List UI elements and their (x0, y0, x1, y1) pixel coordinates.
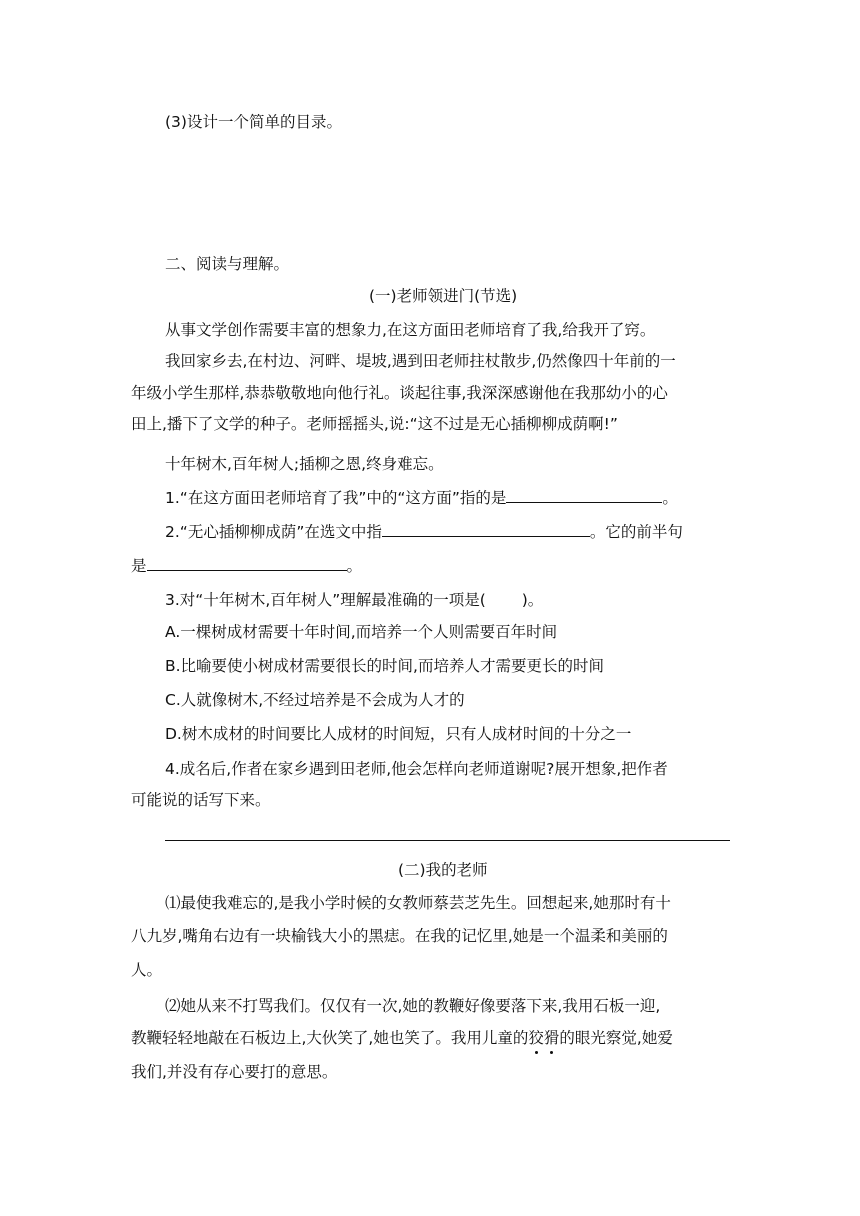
answer-line[interactable] (165, 840, 730, 841)
question-text: 。它的前半句 (589, 523, 683, 541)
question-text-end: 。 (346, 557, 363, 575)
answer-blank[interactable] (147, 556, 347, 571)
question-text: 1.“在这方面田老师培育了我”中的“这方面”指的是 (165, 489, 507, 507)
passage1-paragraph-line: 年级小学生那样,恭恭敬敬地向他行礼。谈起往事,我深深感谢他在我那幼小的心 (131, 384, 668, 402)
passage1-question-4-line: 可能说的话写下来。 (131, 791, 271, 809)
text-span: 教鞭轻轻地敲在石板边上,大伙笑了,她也笑了。我用儿童的 (131, 1029, 529, 1047)
option-b: B.比喻要使小树成材需要很长的时间,而培养人才需要更长的时间 (165, 657, 604, 675)
passage1-question-1 (165, 488, 678, 508)
text-span: 的眼光察觉,她爱 (559, 1029, 673, 1047)
question-text: 是 (131, 557, 147, 575)
option-c: C.人就像树木,不经过培养是不会成为人才的 (165, 691, 465, 709)
passage1-paragraph-line: 田上,播下了文学的种子。老师摇摇头,说:“这不过是无心插柳柳成荫啊!” (131, 415, 618, 433)
answer-blank[interactable] (382, 522, 590, 537)
passage2-paragraph-line: 八九岁,嘴角右边有一块榆钱大小的黑痣。在我的记忆里,她是一个温柔和美丽的 (131, 927, 668, 945)
section-heading-reading: 二、阅读与理解。 (165, 255, 290, 273)
passage1-title: (一)老师领进门(节选) (369, 287, 518, 305)
passage2-paragraph-line: 我们,并没有存心要打的意思。 (131, 1063, 338, 1081)
passage1-question-2-cont (131, 556, 362, 576)
passage2-paragraph: ⑴最使我难忘的,是我小学时候的女教师蔡芸芝先生。回想起来,她那时有十 (165, 894, 671, 912)
passage1-paragraph: 十年树木,百年树人;插柳之恩,终身难忘。 (165, 455, 444, 473)
passage1-question-4: 4.成名后,作者在家乡遇到田老师,他会怎样向老师道谢呢?展开想象,把作者 (165, 760, 668, 778)
option-d: D.树木成材的时间要比人成材的时间短，只有人成材时间的十分之一 (165, 725, 632, 743)
passage2-title: (二)我的老师 (398, 861, 488, 879)
passage2-paragraph: ⑵她从来不打骂我们。仅仅有一次,她的教鞭好像要落下来,我用石板一迎, (165, 997, 661, 1015)
passage2-paragraph-line: 人。 (131, 961, 163, 979)
answer-blank[interactable] (506, 488, 662, 503)
passage1-question-3: 3.对“十年树木,百年树人”理解最准确的一项是( )。 (165, 591, 544, 609)
passage1-question-2 (165, 522, 683, 542)
option-a: A.一棵树成材需要十年时间,而培养一个人则需要百年时间 (165, 623, 558, 641)
passage1-paragraph: 从事文学创作需要丰富的想象力,在这方面田老师培育了我,给我开了窍。 (165, 321, 656, 339)
question-text: 2.“无心插柳柳成荫”在选文中指 (165, 523, 382, 541)
emphasis-char: 狡 (528, 1029, 544, 1047)
question-text-end: 。 (662, 489, 678, 507)
passage1-paragraph: 我回家乡去,在村边、河畔、堤坡,遇到田老师拄杖散步,仍然像四十年前的一 (165, 352, 676, 370)
emphasis-char: 猾 (543, 1029, 560, 1047)
passage2-paragraph-line (131, 1028, 673, 1048)
question-3-design-toc: (3)设计一个简单的目录。 (165, 113, 342, 131)
